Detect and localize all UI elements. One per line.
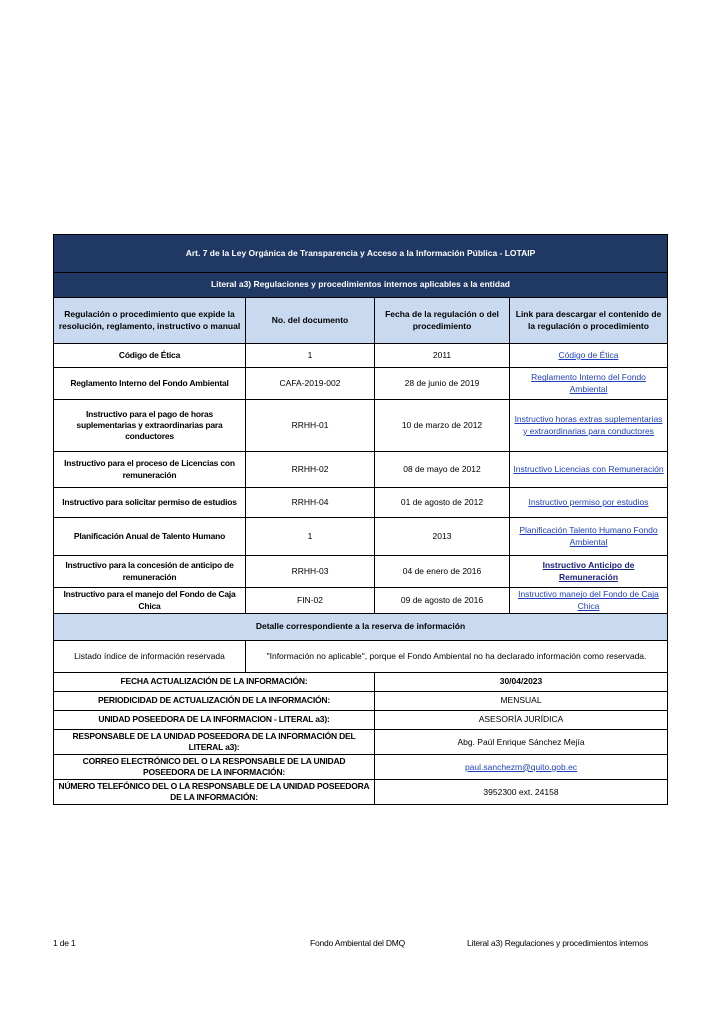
reserva-label: Listado índice de información reservada <box>54 641 246 673</box>
info-row <box>54 692 668 711</box>
row-date: 08 de mayo de 2012 <box>375 452 510 488</box>
info-row <box>54 673 668 692</box>
info-value: MENSUAL <box>375 692 668 711</box>
row-date: 04 de enero de 2016 <box>375 556 510 588</box>
lotaip-table <box>53 234 668 805</box>
table-title: Art. 7 de la Ley Orgánica de Transparencia y Acceso a la Información Pública - LOTAIP <box>54 235 668 273</box>
row-link[interactable]: Instructivo manejo del Fondo de Caja Chica <box>518 589 659 611</box>
column-header-link: Link para descargar el contenido de la regulación o procedimiento <box>510 298 668 344</box>
row-doc: RRHH-01 <box>246 400 375 452</box>
info-label: FECHA ACTUALIZACIÓN DE LA INFORMACIÓN: <box>54 673 375 692</box>
row-doc: FIN-02 <box>246 588 375 614</box>
row-name: Código de Ética <box>54 344 246 368</box>
table-row <box>54 452 668 488</box>
row-doc: RRHH-03 <box>246 556 375 588</box>
column-header-regulacion: Regulación o procedimiento que expide la resolución, reglamento, instructivo o manual <box>54 298 246 344</box>
row-link[interactable]: Planificación Talento Humano Fondo Ambiental <box>519 525 658 547</box>
row-link[interactable]: Instructivo Anticipo de Remuneración <box>542 560 635 582</box>
info-label: UNIDAD POSEEDORA DE LA INFORMACION - LITERAL a3): <box>54 711 375 730</box>
table-row <box>54 344 668 368</box>
info-value: ASESORÍA JURÍDICA <box>375 711 668 730</box>
row-name: Planificación Anual de Talento Humano <box>54 518 246 556</box>
row-link[interactable]: Reglamento Interno del Fondo Ambiental <box>531 372 646 394</box>
row-name: Instructivo para el manejo del Fondo de Caja Chica <box>54 588 246 614</box>
table-subtitle: Literal a3) Regulaciones y procedimientos internos aplicables a la entidad <box>54 273 668 298</box>
row-name: Reglamento Interno del Fondo Ambiental <box>54 368 246 400</box>
row-name: Instructivo para la concesión de anticipo de remuneración <box>54 556 246 588</box>
row-date: 01 de agosto de 2012 <box>375 488 510 518</box>
email-link[interactable]: paul.sanchezm@quito.gob.ec <box>464 761 578 772</box>
footer-section: Literal a3) Regulaciones y procedimientos internos <box>467 938 648 948</box>
info-value: 30/04/2023 <box>375 673 668 692</box>
row-date: 2013 <box>375 518 510 556</box>
row-doc: 1 <box>246 344 375 368</box>
row-name: Instructivo para el pago de horas suplementarias y extraordinarias para conductores <box>54 400 246 452</box>
reserva-header: Detalle correspondiente a la reserva de información <box>54 614 668 641</box>
info-value: Abg. Paúl Enrique Sánchez Mejía <box>375 730 668 755</box>
info-row <box>54 755 668 780</box>
row-link[interactable]: Instructivo horas extras suplementarias y extraordinarias para conductores <box>514 414 663 436</box>
row-doc: RRHH-04 <box>246 488 375 518</box>
row-name: Instructivo para solicitar permiso de estudios <box>54 488 246 518</box>
column-header-documento: No. del documento <box>246 298 375 344</box>
table-row <box>54 518 668 556</box>
table-row <box>54 400 668 452</box>
row-link[interactable]: Instructivo Licencias con Remuneración <box>513 463 664 474</box>
table-row <box>54 488 668 518</box>
footer-page-number: 1 de 1 <box>53 938 76 948</box>
row-date: 09 de agosto de 2016 <box>375 588 510 614</box>
row-date: 10 de marzo de 2012 <box>375 400 510 452</box>
row-link[interactable]: Código de Ética <box>558 349 619 360</box>
row-doc: CAFA-2019-002 <box>246 368 375 400</box>
info-row <box>54 711 668 730</box>
row-name: Instructivo para el proceso de Licencias con remuneración <box>54 452 246 488</box>
info-row <box>54 780 668 805</box>
reserva-value: "Información no aplicable", porque el Fondo Ambiental no ha declarado información como reservada. <box>246 641 668 673</box>
row-link[interactable]: Instructivo permiso por estudios <box>528 496 649 507</box>
info-label: CORREO ELECTRÓNICO DEL O LA RESPONSABLE DE LA UNIDAD POSEEDORA DE LA INFORMACIÓN: <box>54 755 375 780</box>
table-row <box>54 588 668 614</box>
info-value: 3952300 ext. 24158 <box>375 780 668 805</box>
footer-entity: Fondo Ambiental del DMQ <box>310 938 406 948</box>
row-date: 28 de junio de 2019 <box>375 368 510 400</box>
column-header-fecha: Fecha de la regulación o del procedimiento <box>375 298 510 344</box>
row-doc: 1 <box>246 518 375 556</box>
info-label: PERIODICIDAD DE ACTUALIZACIÓN DE LA INFORMACIÓN: <box>54 692 375 711</box>
table-row <box>54 556 668 588</box>
info-row <box>54 730 668 755</box>
table-row <box>54 368 668 400</box>
info-label: NÚMERO TELEFÓNICO DEL O LA RESPONSABLE DE LA UNIDAD POSEEDORA DE LA INFORMACIÓN: <box>54 780 375 805</box>
row-date: 2011 <box>375 344 510 368</box>
info-label: RESPONSABLE DE LA UNIDAD POSEEDORA DE LA INFORMACIÓN DEL LITERAL a3): <box>54 730 375 755</box>
row-doc: RRHH-02 <box>246 452 375 488</box>
